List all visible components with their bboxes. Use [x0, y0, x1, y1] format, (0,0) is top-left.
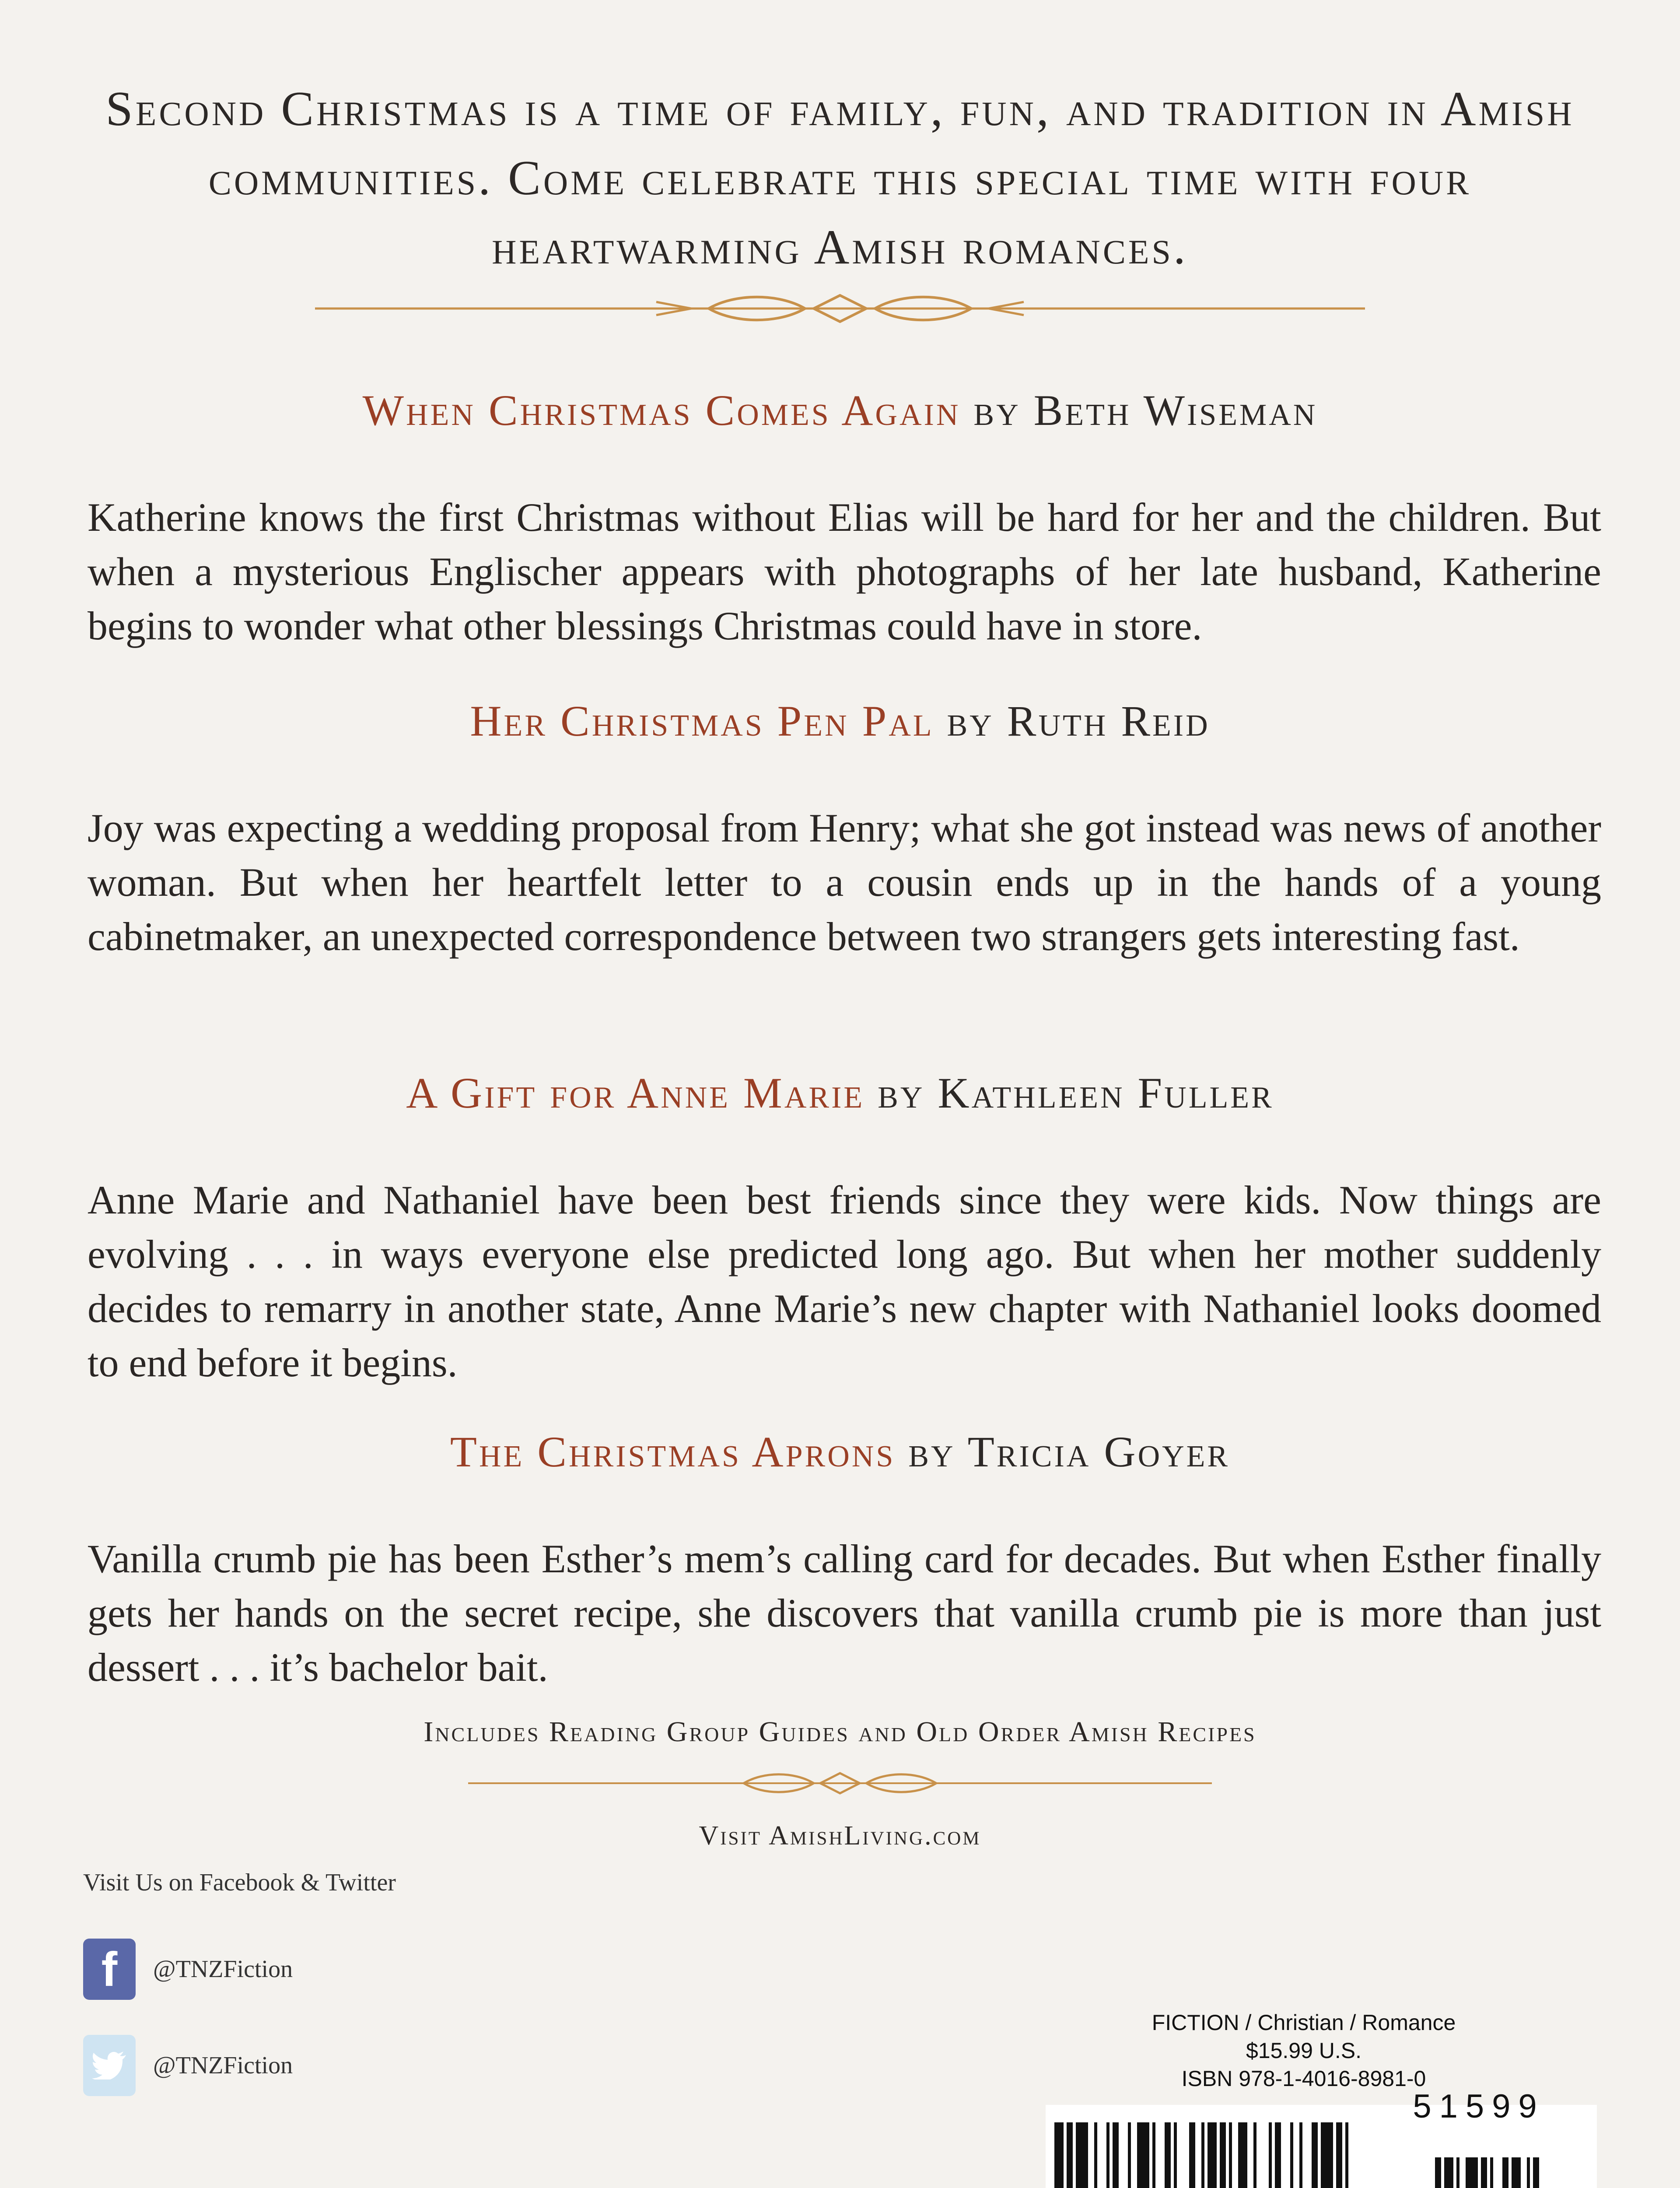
facebook-handle: @TNZFiction	[153, 1956, 293, 1983]
story-3-author: by Kathleen Fuller	[878, 1069, 1274, 1117]
story-2-title: Her Christmas Pen Pal	[470, 697, 934, 745]
story-4-title: The Christmas Aprons	[450, 1427, 896, 1476]
publisher-block	[88, 2179, 420, 2188]
decorative-divider-bottom	[0, 1768, 1680, 1801]
story-4-blurb: Vanilla crumb pie has been Esther’s mem’s calling card for decades. But when Esther finally gets her hands on the secret recipe, she discovers that vanilla crumb pie is more than just dessert . . . it’s bachelor bait.	[88, 1536, 1601, 1690]
includes-note: Includes Reading Group Guides and Old Order Amish Recipes	[424, 1716, 1256, 1748]
story-2-author: by Ruth Reid	[947, 697, 1210, 745]
story-1-blurb: Katherine knows the first Christmas without Elias will be hard for her and the children. But when a mysterious Englischer appears with photographs of her late husband, Katherine begins to wonder what other blessings Christmas could have in store.	[88, 495, 1601, 648]
story-4-author: by Tricia Goyer	[908, 1427, 1230, 1476]
story-3-blurb: Anne Marie and Nathaniel have been best friends since they were kids. Now things are evolving . . . in ways everyone else predicted long ago. But when her mother suddenly decides to remarry in another state, Anne Marie’s new chapter with Nathaniel looks doomed to end before it begins.	[88, 1178, 1601, 1385]
story-1-title: When Christmas Comes Again	[362, 386, 961, 435]
decorative-divider-top	[0, 289, 1680, 330]
back-cover-tagline: Second Christmas is a time of family, fun, and tradition in Amish communities. Come celebrate this special time with four heartwarming Amish romances.	[105, 82, 1575, 274]
price-label: $15.99 U.S.	[1246, 2038, 1362, 2063]
twitter-row	[83, 2035, 293, 2096]
story-title-4	[0, 1427, 1680, 1477]
isbn-label: ISBN 978-1-4016-8981-0	[1181, 2066, 1426, 2091]
story-title-2	[0, 696, 1680, 746]
story-2-blurb: Joy was expecting a wedding proposal from Henry; what she got instead was news of another woman. But when her heartfelt letter to a cousin ends up in the hands of a young cabinetmaker, an unexpected correspondence between two strangers gets interesting fast.	[88, 806, 1601, 959]
story-1-author: by Beth Wiseman	[973, 386, 1318, 435]
twitter-handle: @TNZFiction	[153, 2052, 293, 2079]
story-3-title: A Gift for Anne Marie	[406, 1069, 865, 1117]
price-addon-number: 51599	[1413, 2088, 1545, 2125]
social-heading: Visit Us on Facebook & Twitter	[83, 1869, 396, 1896]
story-title-3	[0, 1068, 1680, 1118]
retail-info	[1085, 2009, 1522, 2093]
publisher-house-logo	[188, 2179, 319, 2188]
category-label: FICTION / Christian / Romance	[1152, 2010, 1456, 2035]
visit-website-note: Visit AmishLiving.com	[699, 1821, 981, 1851]
story-title-1	[0, 385, 1680, 435]
facebook-icon: f	[83, 1939, 136, 2000]
twitter-icon	[83, 2035, 136, 2096]
facebook-row	[83, 1939, 293, 2000]
